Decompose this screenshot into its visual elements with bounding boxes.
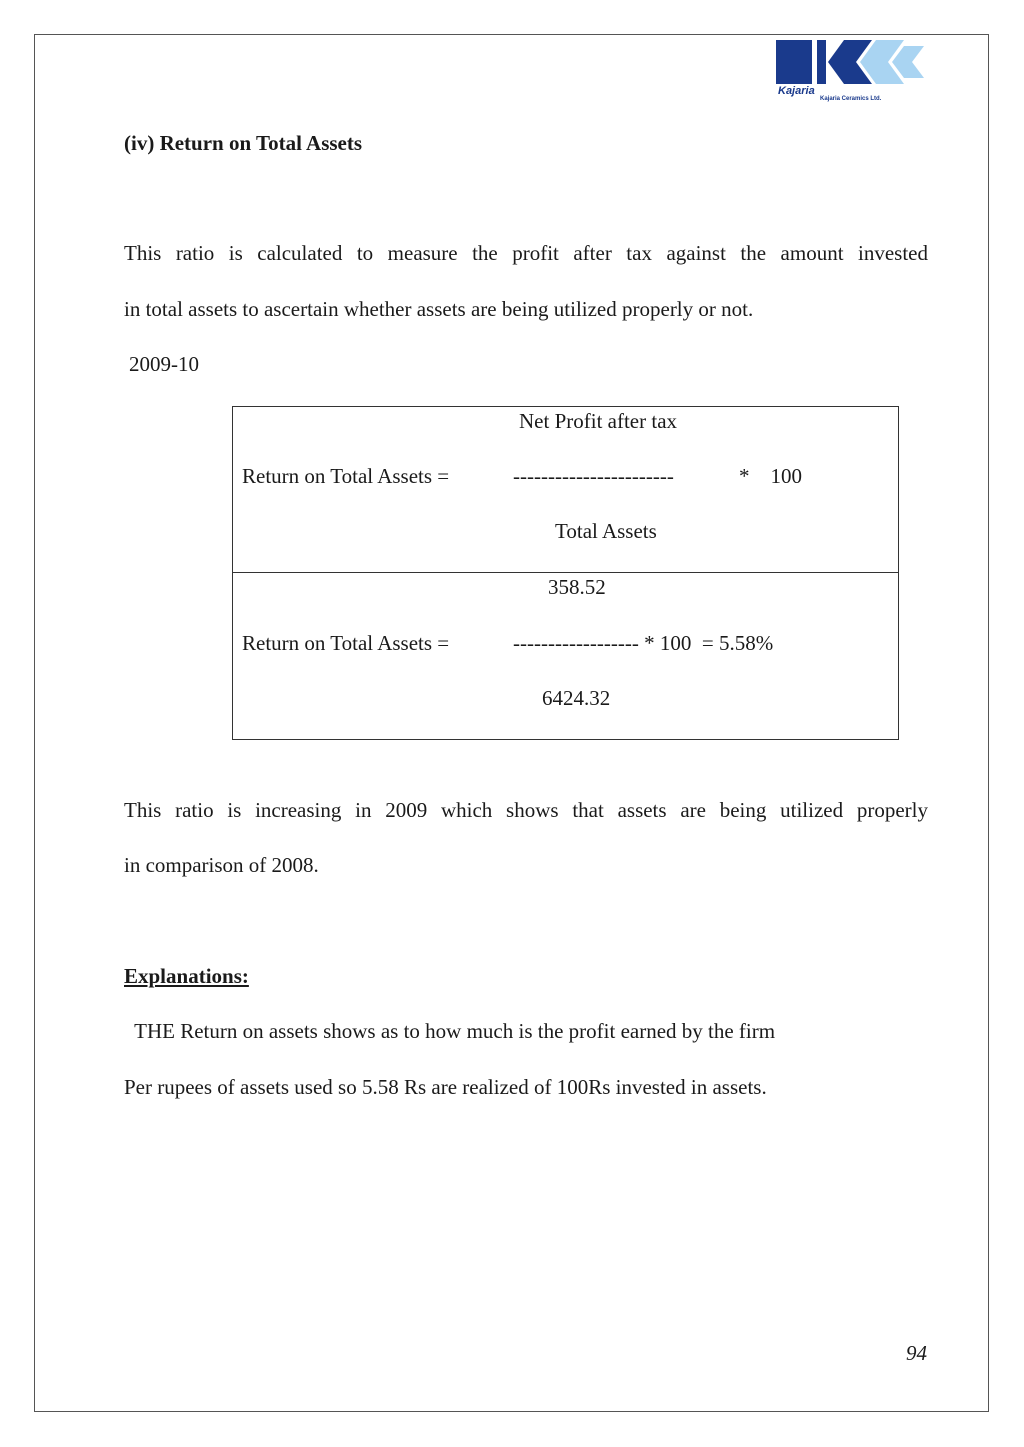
conclusion-line-1: This ratio is increasing in 2009 which shows that assets are being utilized properly (124, 798, 928, 822)
section-title: (iv) Return on Total Assets (124, 131, 363, 155)
logo-company: Kajaria Ceramics Ltd. (820, 96, 882, 102)
calculation-numerator: 358.52 (548, 575, 606, 599)
explanations-heading: Explanations: (124, 964, 249, 988)
intro-line-2: in total assets to ascertain whether assets are being utilized properly or not. (124, 297, 754, 321)
page-number: 94 (906, 1341, 927, 1365)
conclusion-line-2: in comparison of 2008. (124, 853, 319, 877)
calculation-lhs: Return on Total Assets = (242, 631, 450, 655)
formula-numerator: Net Profit after tax (519, 409, 678, 433)
formula-denominator: Total Assets (555, 519, 657, 543)
calculation-rhs: ------------------ * 100 = 5.58% (513, 631, 774, 655)
intro-line-1: This ratio is calculated to measure the profit after tax against the amount invested (124, 241, 928, 265)
logo-brand: Kajaria (778, 85, 815, 97)
calculation-denominator: 6424.32 (542, 686, 611, 710)
explanations-line-1: THE Return on assets shows as to how much is the profit earned by the firm (124, 1019, 776, 1043)
year-label: 2009-10 (129, 352, 199, 376)
formula-lhs: Return on Total Assets = (242, 464, 450, 488)
kajaria-logo (776, 40, 926, 102)
explanations-line-2: Per rupees of assets used so 5.58 Rs are realized of 100Rs invested in assets. (124, 1075, 767, 1099)
formula-dashes: ----------------------- (513, 464, 674, 488)
formula-multiplier: * 100 (739, 464, 802, 488)
